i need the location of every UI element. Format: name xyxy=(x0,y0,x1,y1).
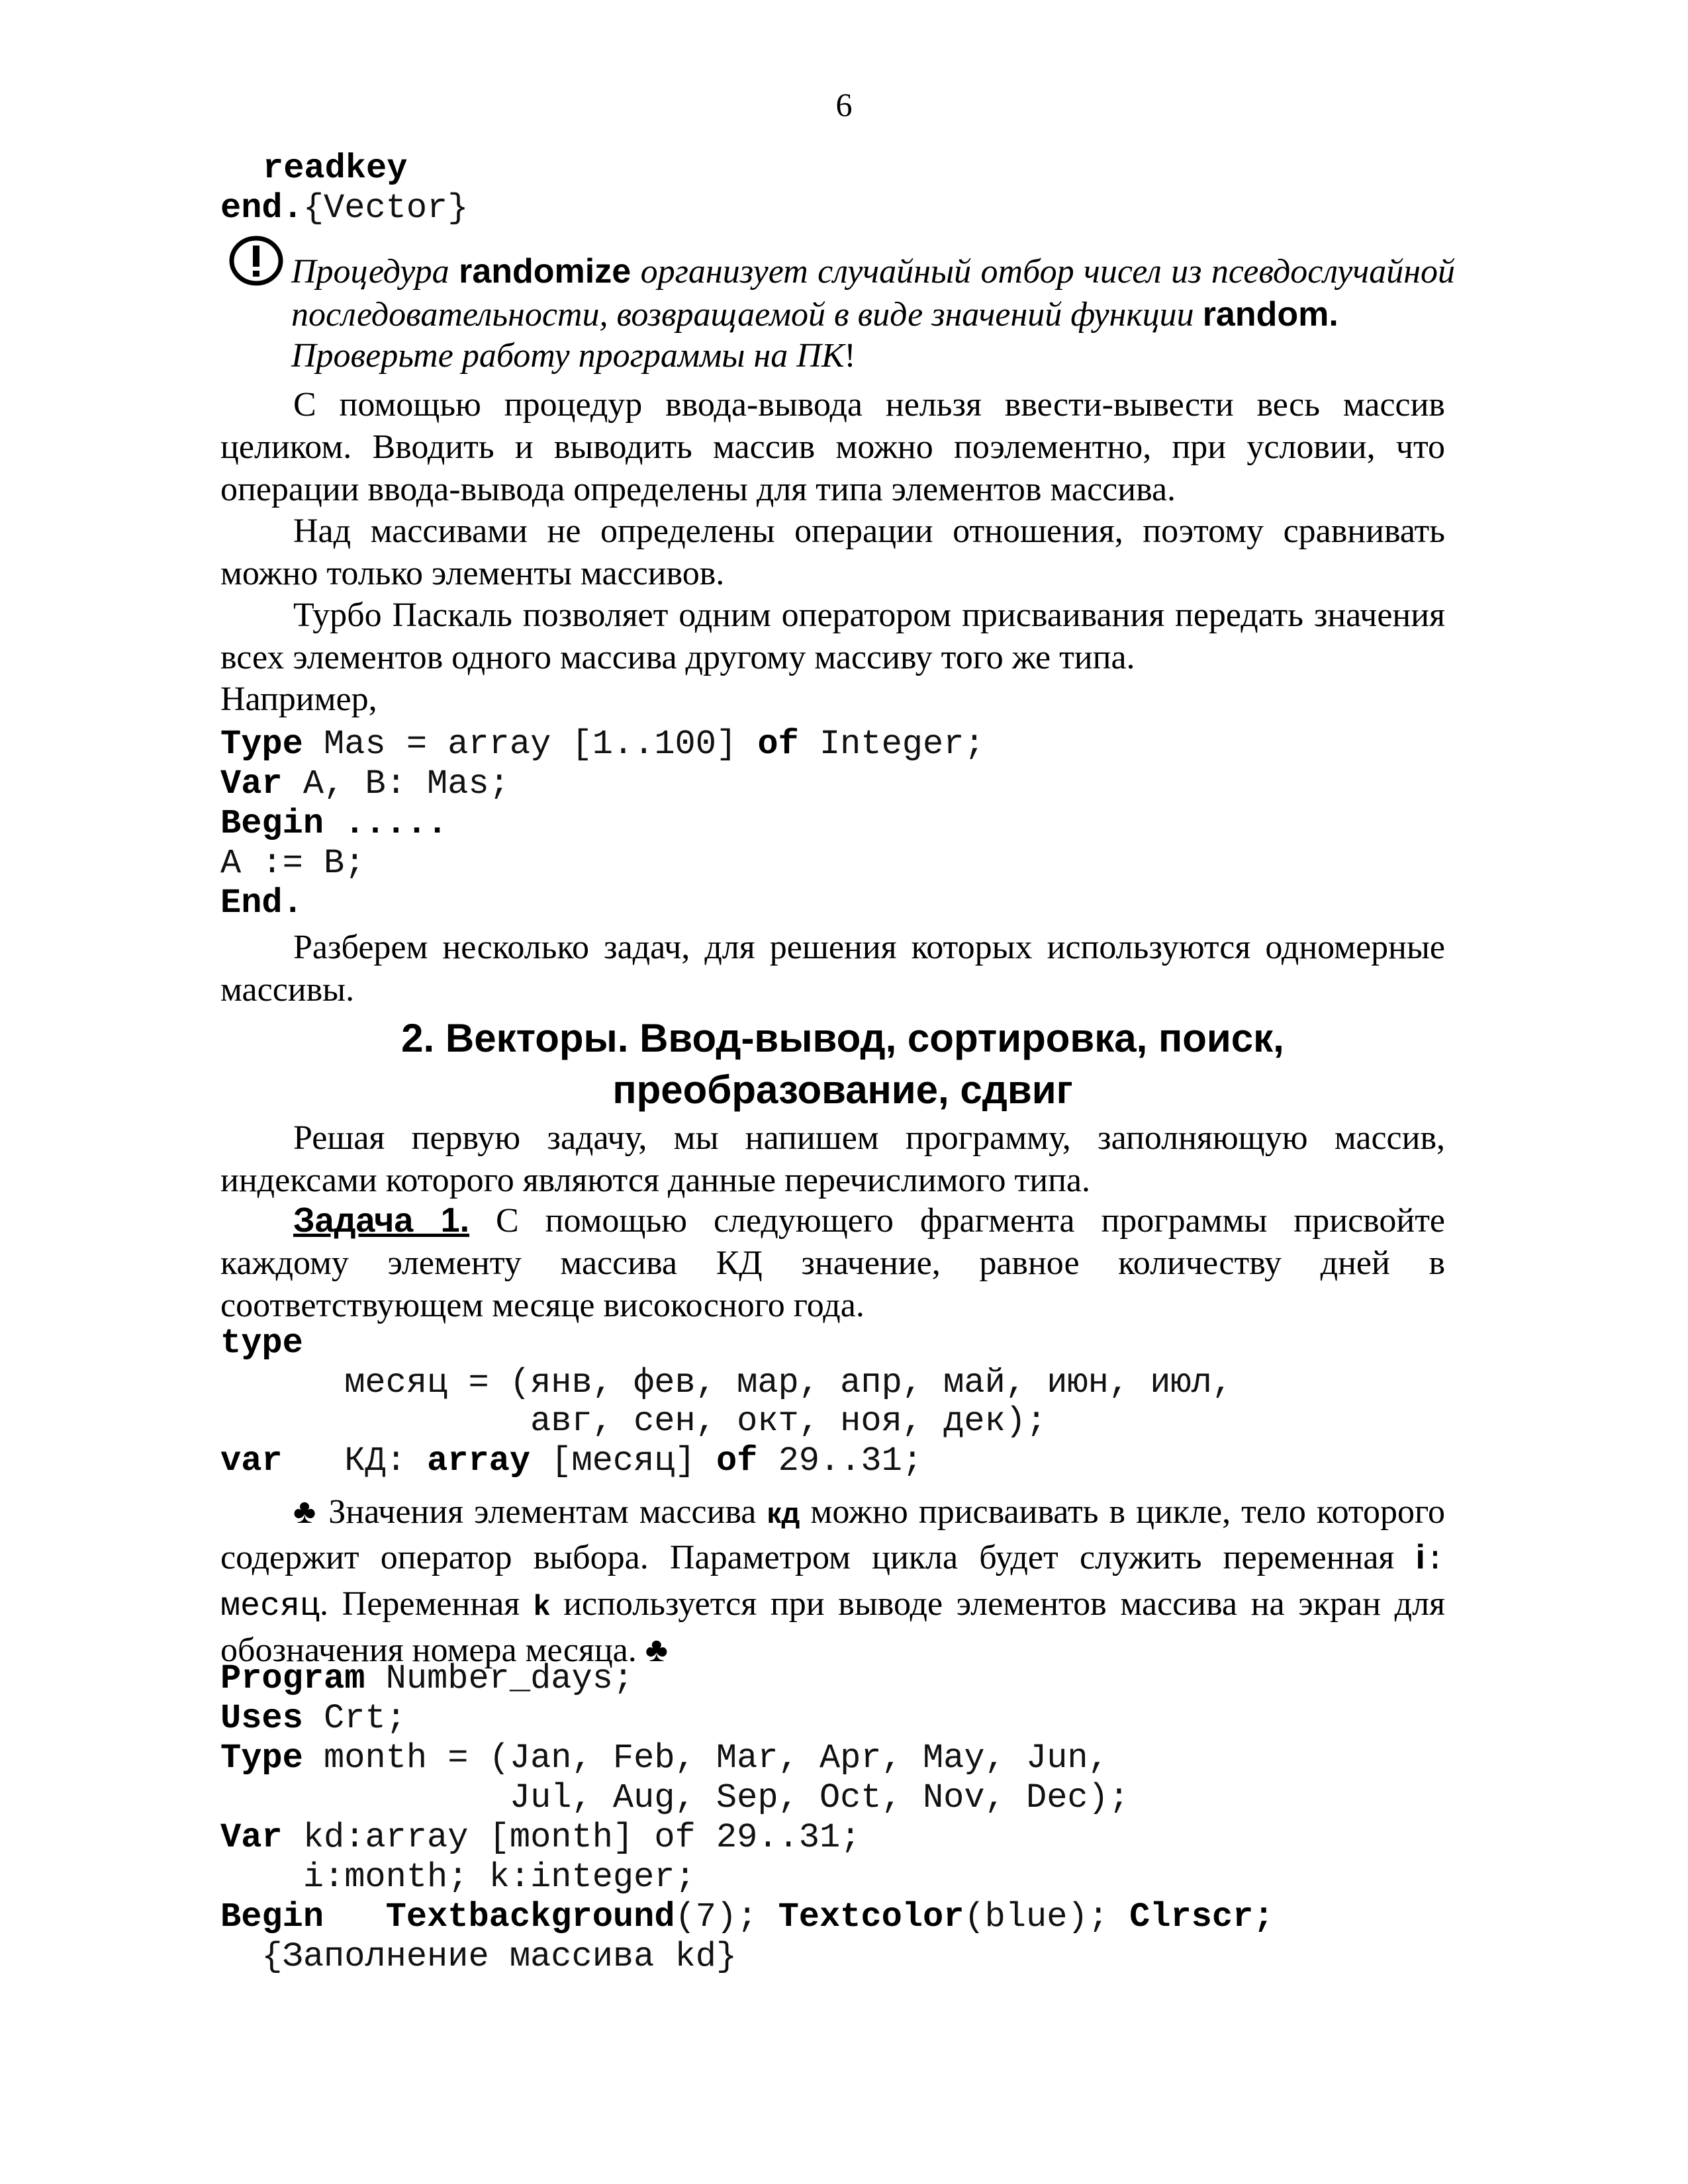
code-line-readkey: readkey xyxy=(263,149,408,188)
code-line-type: type xyxy=(220,1324,303,1363)
code-line-assign: A := B; xyxy=(220,844,365,883)
paragraph-io: С помощью процедур ввода-вывода нельзя ввести-вывести весь массив целиком. Вводить и выводить массив можно поэлементно, при условии, что операции ввода-вывода определены для типа элементов массива. xyxy=(220,386,1445,508)
code-line-month-enum-2: авг, сен, окт, ноя, дек); xyxy=(220,1402,1047,1441)
code-line-var-ab: Var A, B: Mas; xyxy=(220,764,510,803)
paragraph-assignment: Турбо Паскаль позволяет одним оператором присваивания передать значения всех элементов одного массива другому массиву того же типа. xyxy=(220,596,1445,676)
hint-paragraph: ♣ Значения элементам массива кд можно присваивать в цикле, тело которого содержит оператор выбора. Параметром цикла будет служить переменная i: месяц. Переменная k используется при выводе элементов массива на экран для обозначения номера месяца. ♣ xyxy=(220,1493,1446,1669)
code-line-type-month-2: Jul, Aug, Sep, Oct, Nov, Dec); xyxy=(220,1778,1130,1817)
section-heading-line2: преобразование, сдвиг xyxy=(612,1068,1073,1112)
task-1-label: Задача 1. xyxy=(293,1201,470,1240)
code-line-begin-main: Begin Textbackground(7); Textcolor(blue); Clrscr; xyxy=(220,1897,1274,1936)
section-heading-line1: 2. Векторы. Ввод-вывод, сортировка, поиск, xyxy=(401,1016,1284,1060)
code-line-var-kd: var КД: array [месяц] of 29..31; xyxy=(220,1441,923,1480)
code-line-uses: Uses Crt; xyxy=(220,1699,406,1738)
keyword-random: random xyxy=(1202,295,1329,334)
keyword-randomize: randomize xyxy=(459,252,632,291)
code-line-var-i-k: i:month; k:integer; xyxy=(220,1858,696,1897)
code-line-begin: Begin ..... xyxy=(220,804,448,843)
club-end-icon: ♣ xyxy=(645,1631,668,1669)
paragraph-relations: Над массивами не определены операции отношения, поэтому сравнивать можно только элементы массивов. xyxy=(220,512,1445,592)
code-line-type-month: Type month = (Jan, Feb, Mar, Apr, May, Jun, xyxy=(220,1739,1109,1778)
code-line-comment-fill: {Заполнение массива kd} xyxy=(220,1937,737,1976)
check-paragraph: Проверьте работу программы на ПК! xyxy=(291,337,856,375)
code-line-end-example: End. xyxy=(220,884,303,923)
paragraph-section-intro: Решая первую задачу, мы напишем программу, заполняющую массив, индексами которого являются данные перечислимого типа. xyxy=(220,1119,1445,1199)
club-icon: ♣ xyxy=(293,1493,318,1531)
code-line-month-enum-1: месяц = (янв, фев, мар, апр, май, июн, июл, xyxy=(220,1363,1233,1402)
note-paragraph: Процедура randomize организует случайный отбор чисел из псевдослучайной последовательности, возвращаемой в виде значений функции random. xyxy=(291,252,1455,334)
page-number: 6 xyxy=(835,86,853,123)
code-line-end: end.{Vector} xyxy=(220,189,469,228)
paragraph-tasks-intro: Разберем несколько задач, для решения которых используются одномерные массивы. xyxy=(220,929,1445,1009)
task-1-paragraph: Задача 1. С помощью следующего фрагмента программы присвойте каждому элементу массива КД значение, равное количеству дней в соответствующем месяце високосного года. xyxy=(220,1201,1445,1324)
code-line-type-mas: Type Mas = array [1..100] of Integer; xyxy=(220,725,985,764)
code-line-var-kd-array: Var kd:array [month] of 29..31; xyxy=(220,1818,861,1857)
code-line-program: Program Number_days; xyxy=(220,1659,634,1698)
paragraph-example-label: Например, xyxy=(220,680,377,718)
exclamation-icon xyxy=(228,235,284,287)
